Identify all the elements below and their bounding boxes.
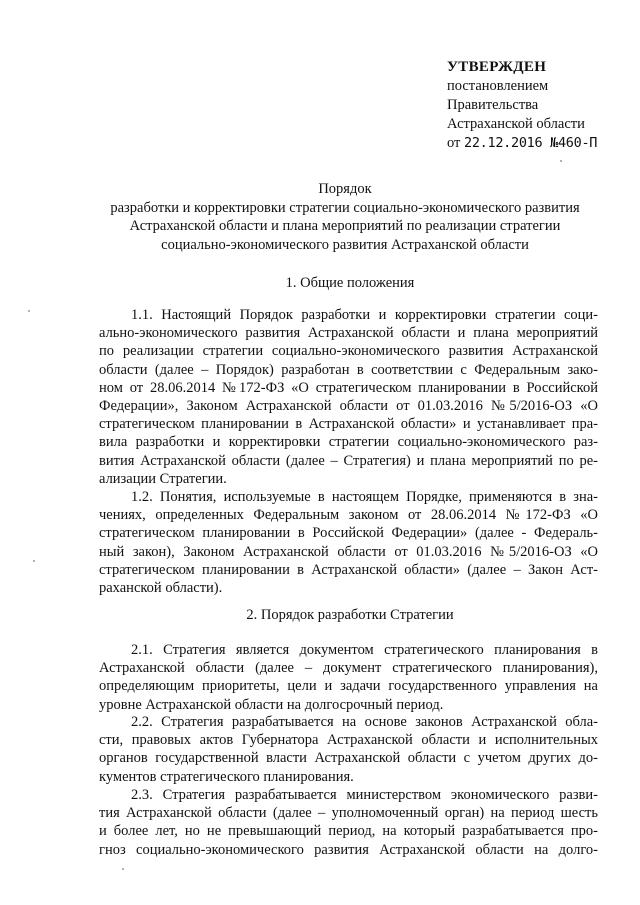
text-line: 2.3. Стратегия разрабатывается министерством экономического разви- xyxy=(131,787,598,803)
paragraph-2-1 xyxy=(99,641,598,714)
title-line: Порядок xyxy=(318,181,372,197)
scan-speck xyxy=(33,560,35,562)
text-line: Астраханской области (далее – документ стратегического планирования), xyxy=(99,660,598,677)
scan-speck xyxy=(28,310,30,312)
text-line: гноз социально-экономического развития Астраханской области на долго- xyxy=(99,841,598,858)
text-line: 1.1. Настоящий Порядок разработки и корректировки стратегии соци- xyxy=(131,307,598,323)
approval-line: Астраханской области xyxy=(447,116,585,132)
text-line: раханской области). xyxy=(99,580,223,597)
approval-line: постановлением xyxy=(447,78,549,94)
approval-date xyxy=(447,134,637,153)
text-line: 2.2. Стратегия разрабатывается на основе законов Астраханской обла- xyxy=(131,714,598,730)
date-stamp: 22.12.2016 №460-П xyxy=(464,135,598,151)
text-line: и более лет, но не превышающий период, на который разрабатывается про- xyxy=(99,823,598,840)
text-line: органов государственной власти Астраханской области с учетом других до- xyxy=(99,750,598,767)
text-line: стратегическом планировании в Российской Федерации» (далее - Федераль- xyxy=(99,525,598,542)
text-line: уровне Астраханской области на долгосрочный период. xyxy=(99,696,444,713)
approval-line: Правительства xyxy=(447,97,539,113)
document-title xyxy=(85,180,605,254)
text-line: ализации Стратегии. xyxy=(99,470,227,487)
paragraph-2-2 xyxy=(99,713,598,786)
text-line: стратегическом планировании в Астраханской области» и устанавливает пра- xyxy=(99,416,598,433)
text-line: вития Астраханской области (далее – Стратегия) и плана мероприятий по ре- xyxy=(99,452,598,469)
title-line: социально-экономического развития Астраханской области xyxy=(161,236,529,253)
text-line: чениях, определенных Федеральным законом от 28.06.2014 №172-ФЗ «О xyxy=(99,507,598,524)
text-line: ально-экономического развития Астраханской области и плана мероприятий xyxy=(99,325,598,342)
approval-block xyxy=(447,58,637,153)
text-line: Федерации», Законом Астраханской области от 01.03.2016 №5/2016-ОЗ «О xyxy=(99,398,598,415)
title-line: разработки и корректировки стратегии социально-экономического развития xyxy=(110,199,580,216)
text-line: тия Астраханской области (далее – уполномоченный орган) на период шесть xyxy=(99,805,598,822)
text-line: 2.1. Стратегия является документом стратегического планирования в xyxy=(131,642,598,658)
text-line: стратегическом планировании в Астраханской области» (далее – Закон Аст- xyxy=(99,561,598,578)
scan-speck xyxy=(560,160,562,162)
section-heading: 1. Общие положения xyxy=(285,275,415,291)
scan-speck xyxy=(122,868,124,870)
paragraph-1-1 xyxy=(99,306,598,488)
text-line: вила разработки и корректировки стратегии социально-экономического раз- xyxy=(99,434,598,451)
date-prefix: от xyxy=(447,135,461,151)
text-line: по реализации стратегии социально-экономического развития Астраханской xyxy=(99,343,598,360)
text-line: области (далее – Порядок) разработан в соответствии с Федеральным зако- xyxy=(99,361,598,378)
text-line: определяющим приоритеты, цели и задачи государственного управления на xyxy=(99,678,598,695)
text-line: кументов стратегического планирования. xyxy=(99,768,354,785)
title-line: Астраханской области и плана мероприятий по реализации стратегии xyxy=(129,218,561,234)
approval-heading: УТВЕРЖДЕН xyxy=(447,59,547,75)
text-line: ном от 28.06.2014 №172-ФЗ «О стратегическом планировании в Российской xyxy=(99,379,598,396)
text-line: сти, правовых актов Губернатора Астраханской области и исполнительных xyxy=(99,732,598,749)
text-line: ный закон), Законом Астраханской области от 01.03.2016 №5/2016-ОЗ «О xyxy=(99,543,598,560)
text-line: 1.2. Понятия, используемые в настоящем Порядке, применяются в зна- xyxy=(131,489,598,505)
paragraph-1-2 xyxy=(99,488,598,597)
paragraph-2-3 xyxy=(99,786,598,859)
section-heading: 2. Порядок разработки Стратегии xyxy=(246,607,454,623)
